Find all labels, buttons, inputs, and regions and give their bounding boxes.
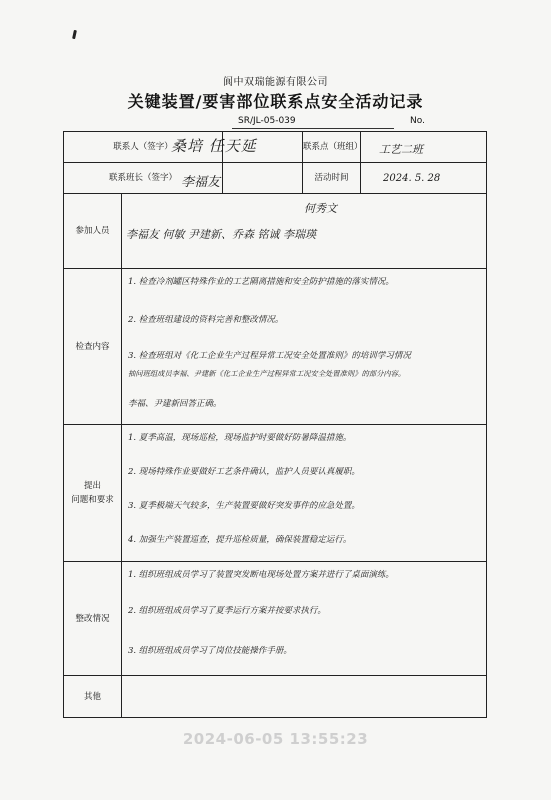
contact-label: 联系人（签字） bbox=[64, 132, 223, 163]
participants-cell[interactable] bbox=[122, 194, 487, 269]
inspection-line-1: 1. 检查冷剂罐区特殊作业的工艺隔离措施和安全防护措施的落实情况。 bbox=[128, 277, 394, 287]
other-row bbox=[64, 676, 487, 718]
leader-signature-cell[interactable] bbox=[181, 163, 303, 194]
leader-row bbox=[64, 163, 487, 194]
problems-cell[interactable] bbox=[122, 425, 487, 562]
rectification-line-2: 2. 组织班组成员学习了夏季运行方案并按要求执行。 bbox=[128, 606, 326, 616]
document-code: SR/JL-05-039 bbox=[238, 116, 296, 126]
activity-time-label: 活动时间 bbox=[303, 163, 361, 194]
other-label: 其他 bbox=[64, 676, 122, 718]
problem-line-2: 2. 现场特殊作业要做好工艺条件确认，监护人员要认真履职。 bbox=[128, 467, 360, 477]
problems-label bbox=[64, 425, 122, 562]
rectification-row bbox=[64, 562, 487, 676]
contact-signature-cell[interactable] bbox=[171, 132, 303, 163]
scan-timestamp: 2024-06-05 13:55:23 bbox=[182, 730, 369, 748]
contact-signature: 桑培 任天延 bbox=[171, 137, 257, 155]
stray-ink-mark bbox=[72, 30, 77, 39]
participant-line-1: 何秀文 bbox=[304, 202, 337, 215]
rectification-cell[interactable] bbox=[122, 562, 487, 676]
activity-time-value: 2024. 5. 28 bbox=[383, 173, 441, 184]
inspection-line-3: 3. 检查班组对《化工企业生产过程异常工况安全处置准则》的培训学习情况 bbox=[128, 351, 411, 361]
problem-line-1: 1. 夏季高温，现场巡检，现场监护时要做好防暑降温措施。 bbox=[128, 433, 352, 443]
code-underline bbox=[232, 128, 394, 129]
contact-point-value: 工艺二班 bbox=[379, 143, 424, 156]
company-name: 阆中双瑞能源有限公司 bbox=[223, 77, 328, 88]
leader-label: 联系班长（签字） bbox=[64, 163, 223, 194]
rectification-line-1: 1. 组织班组成员学习了装置突发断电现场处置方案并进行了桌面演练。 bbox=[128, 570, 394, 580]
problem-line-3: 3. 夏季极端天气较多，生产装置要做好突发事件的应急处置。 bbox=[128, 501, 360, 511]
problems-row bbox=[64, 425, 487, 562]
participant-line-2: 李福友 何敏 尹建新、乔森 铭诚 李瑞瑛 bbox=[126, 228, 316, 241]
problems-label-line-1: 提出 bbox=[83, 481, 101, 491]
leader-signature: 李福友 bbox=[181, 175, 221, 190]
participants-row bbox=[64, 194, 487, 269]
other-cell[interactable] bbox=[122, 676, 487, 718]
contact-point-cell[interactable] bbox=[361, 132, 487, 163]
activity-time-cell[interactable] bbox=[361, 163, 487, 194]
inspection-line-5: 李福、尹建新回答正确。 bbox=[128, 399, 222, 409]
participants-label: 参加人员 bbox=[64, 194, 122, 269]
problem-line-4: 4. 加强生产装置巡查，提升巡检质量，确保装置稳定运行。 bbox=[128, 535, 352, 545]
document-title: 关键装置/要害部位联系点安全活动记录 bbox=[127, 92, 424, 111]
problems-label-line-2: 问题和要求 bbox=[71, 495, 114, 505]
contact-point-label: 联系点（班组） bbox=[303, 132, 361, 163]
contact-row bbox=[64, 132, 487, 163]
inspection-row bbox=[64, 269, 487, 425]
number-label: No. bbox=[410, 116, 425, 126]
activity-record-table bbox=[63, 131, 487, 718]
rectification-label: 整改情况 bbox=[64, 562, 122, 676]
inspection-line-4: 抽问班组成员李福、尹建新《化工企业生产过程异常工况安全处置准则》的部分内容。 bbox=[128, 369, 406, 378]
rectification-line-3: 3. 组织班组成员学习了岗位技能操作手册。 bbox=[128, 646, 292, 656]
inspection-label: 检查内容 bbox=[64, 269, 122, 425]
inspection-line-2: 2. 检查班组建设的资料完善和整改情况。 bbox=[128, 315, 284, 325]
inspection-cell[interactable] bbox=[122, 269, 487, 425]
